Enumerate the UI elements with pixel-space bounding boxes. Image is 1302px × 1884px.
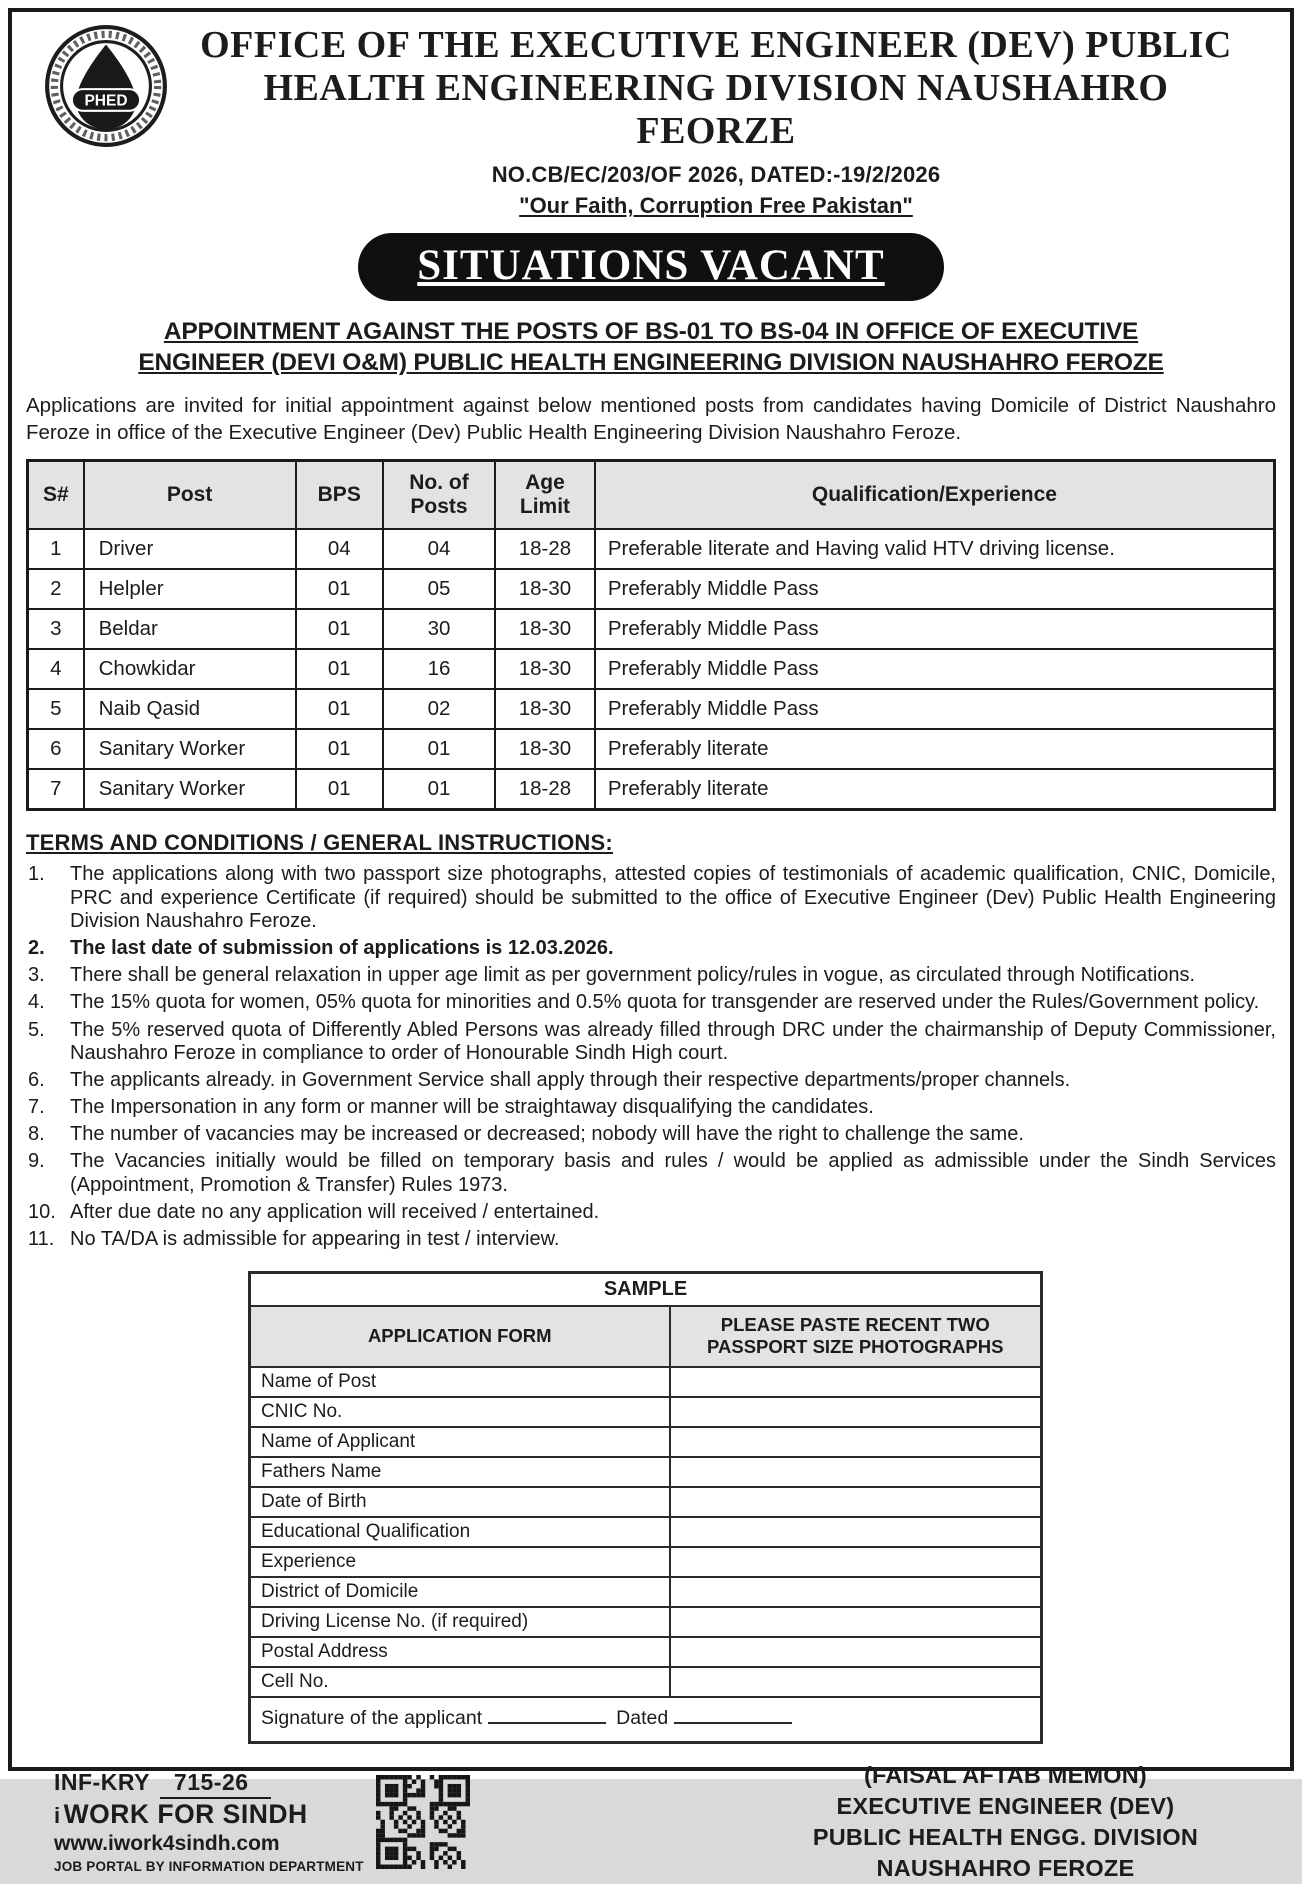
term-text: The Impersonation in any form or manner will be straightaway disqualifying the candidates. [70, 1096, 874, 1119]
application-form-header: APPLICATION FORM [250, 1306, 670, 1366]
term-number: 5. [28, 1018, 45, 1041]
table-cell: 01 [296, 649, 383, 689]
table-cell: 6 [28, 729, 84, 769]
table-row [28, 649, 1275, 689]
form-field-row [250, 1667, 1042, 1697]
table-cell: Sanitary Worker [84, 769, 296, 810]
column-header: Age Limit [495, 461, 595, 530]
term-text: No TA/DA is admissible for appearing in test / interview. [70, 1228, 560, 1251]
dated-label: Dated [616, 1706, 669, 1729]
table-cell: 04 [296, 529, 383, 569]
table-cell: 4 [28, 649, 84, 689]
ad-reference-number: 715-26 [160, 1769, 271, 1799]
term-item [26, 1096, 1276, 1119]
portal-note: JOB PORTAL BY INFORMATION DEPARTMENT [54, 1858, 364, 1874]
form-field-blank [670, 1547, 1042, 1577]
table-cell: Preferable literate and Having valid HTV driving license. [595, 529, 1275, 569]
table-cell: Preferably Middle Pass [595, 569, 1275, 609]
logo-acronym: PHED [84, 92, 128, 110]
form-field-blank [670, 1517, 1042, 1547]
table-cell: 01 [296, 729, 383, 769]
sample-form-table [248, 1271, 1043, 1743]
signoff-line: PUBLIC HEALTH ENGG. DIVISION [812, 1823, 1198, 1850]
form-field-blank [670, 1577, 1042, 1607]
posts-header-row [28, 461, 1275, 530]
term-text: The 15% quota for women, 05% quota for minorities and 0.5% quota for transgender are reserved under the Rules/Government policy. [70, 991, 1260, 1014]
form-field-row [250, 1457, 1042, 1487]
table-cell: 02 [383, 689, 495, 729]
table-cell: Preferably literate [595, 729, 1275, 769]
form-field-label: Experience [250, 1547, 670, 1577]
table-cell: 04 [383, 529, 495, 569]
term-number: 4. [28, 991, 45, 1014]
form-field-row [250, 1577, 1042, 1607]
table-cell: 7 [28, 769, 84, 810]
form-field-label: District of Domicile [250, 1577, 670, 1607]
form-field-blank [670, 1457, 1042, 1487]
table-cell: Driver [84, 529, 296, 569]
table-cell: Sanitary Worker [84, 729, 296, 769]
footer [26, 1760, 1276, 1884]
column-header: No. of Posts [383, 461, 495, 530]
term-number: 11. [28, 1228, 55, 1251]
form-field-label: Postal Address [250, 1637, 670, 1667]
term-number: 2. [28, 936, 45, 959]
form-field-row [250, 1607, 1042, 1637]
form-field-blank [670, 1487, 1042, 1517]
term-number: 10. [28, 1200, 56, 1223]
signature-row [250, 1697, 1042, 1743]
table-cell: 01 [383, 729, 495, 769]
photographs-header: PLEASE PASTE RECENT TWO PASSPORT SIZE PHOTOGRAPHS [670, 1306, 1042, 1366]
office-title-line1: OFFICE OF THE EXECUTIVE ENGINEER (DEV) PUBLIC [200, 24, 1232, 66]
table-cell: 01 [296, 769, 383, 810]
form-field-row [250, 1487, 1042, 1517]
table-cell: 18-30 [495, 609, 595, 649]
table-row [28, 769, 1275, 810]
table-cell: 05 [383, 569, 495, 609]
term-text: The last date of submission of applications is 12.03.2026. [70, 936, 614, 959]
motto: "Our Faith, Corruption Free Pakistan" [519, 192, 913, 218]
table-cell: 18-30 [495, 649, 595, 689]
term-item [26, 964, 1276, 987]
term-number: 8. [28, 1123, 45, 1146]
term-number: 9. [28, 1150, 45, 1173]
form-field-label: Date of Birth [250, 1487, 670, 1517]
form-field-label: CNIC No. [250, 1397, 670, 1427]
form-field-blank [670, 1637, 1042, 1667]
table-row [28, 529, 1275, 569]
appointment-heading-line2: ENGINEER (DEVI O&M) PUBLIC HEALTH ENGINEERING DIVISION NAUSHAHRO FEROZE [138, 348, 1164, 376]
sample-title: SAMPLE [250, 1273, 1042, 1307]
form-field-label: Cell No. [250, 1667, 670, 1697]
signoff-line: EXECUTIVE ENGINEER (DEV) [836, 1792, 1175, 1819]
form-field-blank [670, 1427, 1042, 1457]
form-field-label: Fathers Name [250, 1457, 670, 1487]
signoff-line: NAUSHAHRO FEROZE [876, 1854, 1135, 1881]
posts-table-body [28, 529, 1275, 810]
table-cell: Helpler [84, 569, 296, 609]
term-item [26, 1201, 1276, 1224]
table-cell: 16 [383, 649, 495, 689]
terms-list [26, 863, 1276, 1251]
form-field-blank [670, 1397, 1042, 1427]
ad-reference-label: INF-KRY [54, 1768, 150, 1795]
term-text: The number of vacancies may be increased or decreased; nobody will have the right to challenge the same. [70, 1123, 1024, 1146]
term-number: 6. [28, 1068, 45, 1091]
term-item [26, 991, 1276, 1014]
table-cell: 18-30 [495, 729, 595, 769]
office-title [186, 24, 1246, 153]
table-row [28, 689, 1275, 729]
table-cell: 01 [296, 609, 383, 649]
term-item [26, 937, 1276, 960]
form-field-row [250, 1367, 1042, 1397]
table-cell: 18-30 [495, 569, 595, 609]
signature-label: Signature of the applicant [261, 1706, 483, 1729]
table-row [28, 609, 1275, 649]
table-cell: 30 [383, 609, 495, 649]
reference-number: NO.CB/EC/203/OF 2026, DATED:-19/2/2026 [491, 161, 941, 187]
publisher-block [54, 1769, 470, 1875]
column-header: Post [84, 461, 296, 530]
table-cell: 18-28 [495, 769, 595, 810]
form-field-blank [670, 1667, 1042, 1697]
term-text: After due date no any application will received / entertained. [70, 1200, 600, 1223]
header [26, 24, 1276, 219]
table-cell: 01 [296, 689, 383, 729]
table-cell: 18-30 [495, 689, 595, 729]
form-field-label: Driving License No. (if required) [250, 1607, 670, 1637]
website-url: www.iwork4sindh.com [54, 1831, 280, 1855]
term-item [26, 1123, 1276, 1146]
term-text: The applications along with two passport size photographs, attested copies of testimonials of academic qualification, CNIC, Domicile, PRC and experience Certificate (if required) should be submitted to the office of Executive Engineer (Dev) Public Health Engineering Division Naushahro Feroze. [70, 863, 1276, 932]
table-cell: 5 [28, 689, 84, 729]
phed-logo [44, 24, 168, 148]
slogan-text: WORK FOR SINDH [63, 1799, 308, 1830]
form-field-blank [670, 1367, 1042, 1397]
dated-blank-line [674, 1709, 792, 1724]
term-text: There shall be general relaxation in upper age limit as per government policy/rules in vogue, as circulated through Notifications. [70, 964, 1196, 987]
term-text: The 5% reserved quota of Differently Abled Persons was already filled through DRC under the chairmanship of Deputy Commissioner, Naushahro Feroze in compliance to order of Honourable Sindh High court. [70, 1018, 1276, 1064]
form-field-label: Educational Qualification [250, 1517, 670, 1547]
table-row [28, 569, 1275, 609]
water-drop-icon [76, 45, 136, 130]
table-cell: Beldar [84, 609, 296, 649]
sample-title-row [250, 1273, 1042, 1307]
term-text: The Vacancies initially would be filled on temporary basis and rules / would be applied as admissible under the Sindh Services (Appointment, Promotion & Transfer) Rules 1973. [70, 1150, 1276, 1196]
term-text: The applicants already. in Government Service shall apply through their respective departments/proper channels. [70, 1068, 1071, 1091]
signoff-block [813, 1760, 1198, 1884]
table-cell: 2 [28, 569, 84, 609]
form-field-row [250, 1547, 1042, 1577]
table-cell: 1 [28, 529, 84, 569]
form-field-label: Name of Post [250, 1367, 670, 1397]
column-header: Qualification/Experience [595, 461, 1275, 530]
term-number: 7. [28, 1096, 45, 1119]
office-title-line2: HEALTH ENGINEERING DIVISION NAUSHAHRO FEORZE [263, 66, 1169, 152]
form-field-row [250, 1637, 1042, 1667]
signoff-line: (FAISAL AFTAB MEMON) [863, 1761, 1147, 1788]
table-cell: 3 [28, 609, 84, 649]
ad-reference [54, 1769, 364, 1795]
term-number: 1. [28, 863, 45, 886]
table-cell: Chowkidar [84, 649, 296, 689]
table-cell: Preferably Middle Pass [595, 689, 1275, 729]
term-item [26, 863, 1276, 933]
terms-heading: TERMS AND CONDITIONS / GENERAL INSTRUCTIONS: [26, 830, 613, 856]
column-header: BPS [296, 461, 383, 530]
qr-code [376, 1775, 470, 1869]
posts-table [26, 459, 1276, 811]
term-item [26, 1019, 1276, 1065]
form-field-blank [670, 1607, 1042, 1637]
form-field-row [250, 1397, 1042, 1427]
table-cell: 01 [383, 769, 495, 810]
table-cell: Preferably Middle Pass [595, 649, 1275, 689]
table-cell: 01 [296, 569, 383, 609]
situations-vacant-banner [358, 233, 944, 301]
appointment-heading [26, 316, 1276, 378]
form-field-label: Name of Applicant [250, 1427, 670, 1457]
term-number: 3. [28, 964, 45, 987]
table-cell: Preferably Middle Pass [595, 609, 1275, 649]
table-cell: Preferably literate [595, 769, 1275, 810]
term-item [26, 1150, 1276, 1196]
table-cell: Naib Qasid [84, 689, 296, 729]
column-header: S# [28, 461, 84, 530]
work-for-sindh-slogan [54, 1799, 364, 1829]
table-cell: 18-28 [495, 529, 595, 569]
signature-blank-line [488, 1709, 606, 1724]
term-item [26, 1228, 1276, 1251]
intro-paragraph: Applications are invited for initial appointment against below mentioned posts from candidates having Domicile of District Naushahro Feroze in office of the Executive Engineer (Dev) Public Health Engineering Division Naushahro Feroze. [26, 394, 1276, 445]
sample-header-row [250, 1306, 1042, 1366]
i-mark: i [54, 1803, 61, 1829]
term-item [26, 1069, 1276, 1092]
form-field-row [250, 1427, 1042, 1457]
table-row [28, 729, 1275, 769]
form-field-row [250, 1517, 1042, 1547]
sample-fields-body [250, 1367, 1042, 1697]
banner-label: SITUATIONS VACANT [417, 241, 885, 289]
appointment-heading-line1: APPOINTMENT AGAINST THE POSTS OF BS-01 TO BS-04 IN OFFICE OF EXECUTIVE [163, 317, 1139, 345]
